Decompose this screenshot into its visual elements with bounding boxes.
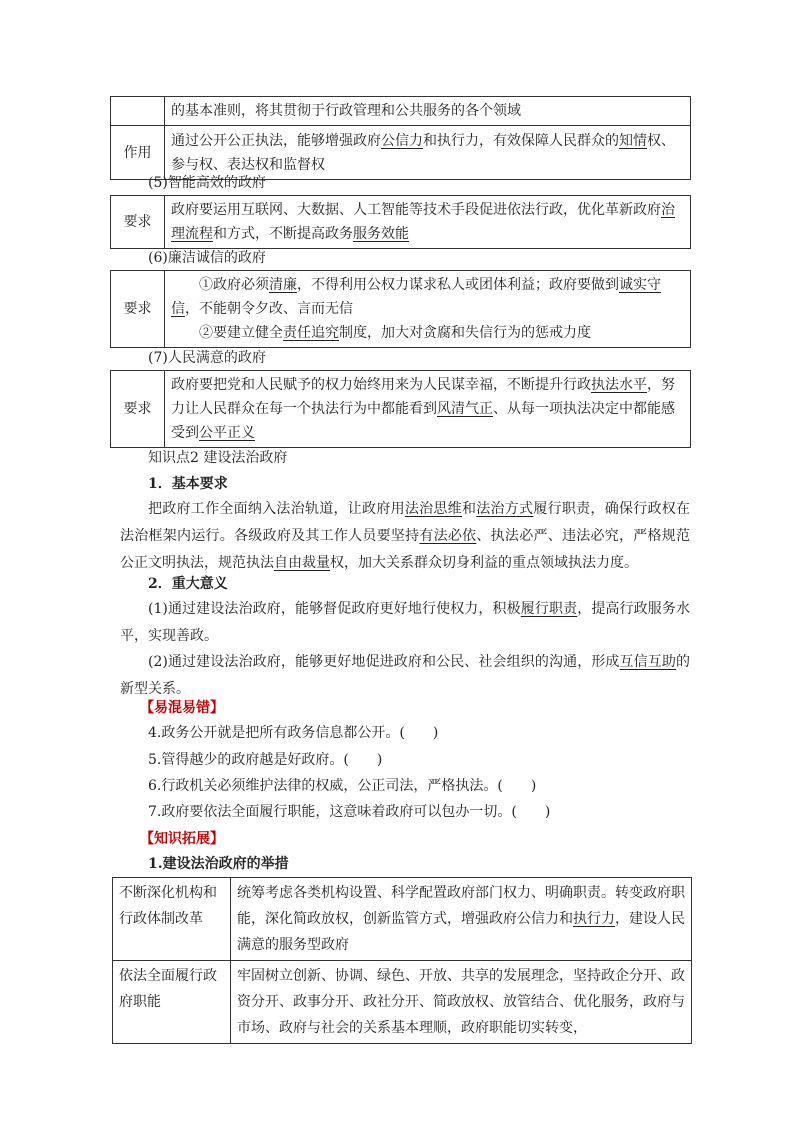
table-role: [110, 96, 691, 180]
section7-heading: (7)人民满意的政府: [148, 350, 266, 366]
extension-row-text: 统筹考虑各类机构设置、科学配置政府部门权力、明确职责。转变政府职能，深化简政放权，创新监管方式，增强政府公信力和执行力，建设人民满意的服务型政府: [231, 878, 692, 961]
section5-table: [110, 195, 691, 249]
kp2-sub1: 1．基本要求: [148, 476, 228, 492]
section6-label: 要求: [111, 271, 165, 348]
section5-text: 政府要运用互联网、大数据、人工智能等技术手段促进依法行政，优化革新政府治理流程和方式，不断提高政务服务效能: [165, 196, 691, 249]
kp2-title: 知识点2 建设法治政府: [148, 450, 288, 466]
section7-label: 要求: [111, 371, 165, 448]
kp2-sub2: 2．重大意义: [148, 576, 228, 592]
kp2-sub1-text: 把政府工作全面纳入法治轨道，让政府用法治思维和法治方式履行职责，确保行政权在法治框架内运行。各级政府及其工作人员要坚持有法必依、执法必严、违法必究，严格规范公正文明执法，规范执法自由裁量权，加大关系群众切身利益的重点领域执法力度。: [120, 501, 691, 571]
section6-table: [110, 270, 691, 348]
section6-heading: (6)廉洁诚信的政府: [148, 250, 266, 266]
section7-table: [110, 370, 691, 448]
mistake-item: 5.管得越少的政府越是好政府。( ): [148, 752, 383, 768]
section5-label: 要求: [111, 196, 165, 249]
section5-heading: (5)智能高效的政府: [148, 175, 266, 191]
mistake-item: 7.政府要依法全面履行职能，这意味着政府可以包办一切。( ): [148, 804, 551, 820]
extension-row-text: 牢固树立创新、协调、绿色、开放、共享的发展理念，坚持政企分开、政资分开、政事分开、政社分开、简政放权、放管结合、优化服务，政府与市场、政府与社会的关系基本理顺，政府职能切实转变，: [231, 961, 692, 1044]
kp2-sig2: (2)通过建设法治政府，能够更好地促进政府和公民、社会组织的沟通，形成互信互助的新型关系。: [120, 654, 690, 697]
mistake-item: 6.行政机关必须维护法律的权威，公正司法，严格执法。( ): [148, 778, 537, 794]
extension-subheading: 1.建设法治政府的举措: [148, 856, 289, 872]
mistakes-heading: 【易混易错】: [140, 700, 224, 716]
extension-row-label: 依法全面履行政府职能: [113, 961, 231, 1044]
extension-row-label: 不断深化机构和行政体制改革: [113, 878, 231, 961]
table-role-label: 作用: [111, 126, 165, 180]
table-role-row1: 的基本准则，将其贯彻于行政管理和公共服务的各个领域: [165, 97, 691, 126]
extension-table: [112, 877, 692, 1044]
table-role-empty-label: [111, 97, 165, 126]
section7-text: 政府要把党和人民赋予的权力始终用来为人民谋幸福，不断提升行政执法水平，努力让人民群众在每一个执法行为中都能看到风清气正、从每一项执法决定中都能感受到公平正义: [165, 371, 691, 448]
section6-text: ①政府必须清廉，不得利用公权力谋求私人或团体利益；政府要做到诚实守信，不能朝令夕改、言而无信 ②要建立健全责任追究制度，加大对贪腐和失信行为的惩戒力度: [165, 271, 691, 348]
mistake-item: 4.政务公开就是把所有政务信息都公开。( ): [148, 725, 439, 741]
kp2-sig1: (1)通过建设法治政府，能够督促政府更好地行使权力，积极履行职责，提高行政服务水平，实现善政。: [120, 601, 690, 644]
extension-heading: 【知识拓展】: [140, 831, 224, 847]
table-role-row2: 通过公开公正执法，能够增强政府公信力和执行力，有效保障人民群众的知情权、参与权、表达权和监督权: [165, 126, 691, 180]
